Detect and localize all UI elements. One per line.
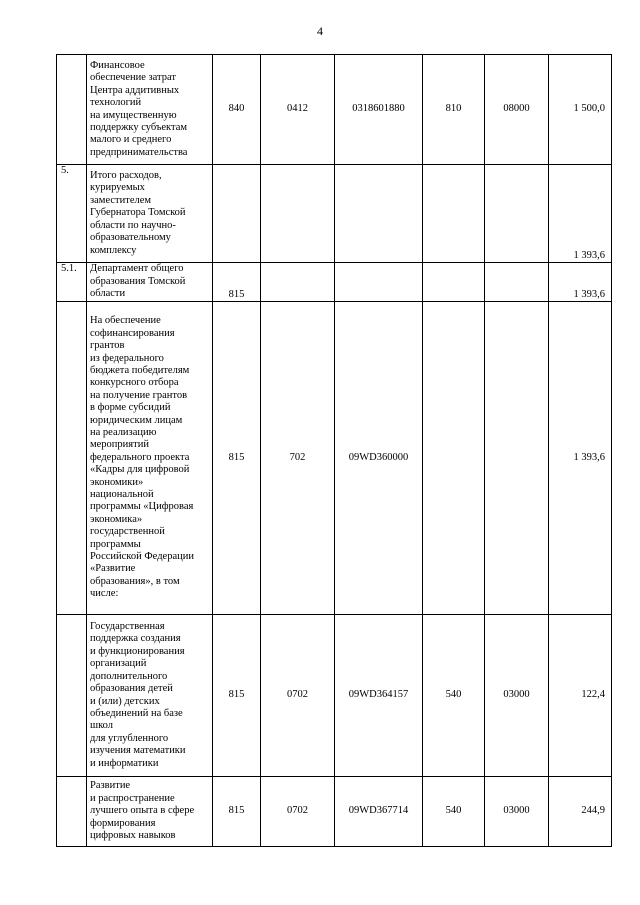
expense-type-cell (423, 165, 485, 263)
row-number-cell: 5. (57, 165, 87, 263)
row-name-cell: Финансовое обеспечение затрат Центра аддитивных технологий на имущественную поддержку субъектам малого и среднего предпринимательства (87, 55, 213, 165)
table-row (57, 165, 612, 263)
ministry-code-cell: 815 (213, 302, 261, 615)
table-row (57, 55, 612, 165)
ministry-code-cell: 840 (213, 55, 261, 165)
row-number-cell (57, 777, 87, 847)
row-number-cell (57, 615, 87, 777)
kosgu-cell (485, 302, 549, 615)
amount-cell: 244,9 (549, 777, 612, 847)
amount-cell: 1 393,6 (549, 263, 612, 302)
row-number-cell (57, 302, 87, 615)
section-code-cell (261, 263, 335, 302)
table-row (57, 263, 612, 302)
expense-type-cell (423, 302, 485, 615)
target-code-cell (335, 165, 423, 263)
expense-type-cell: 810 (423, 55, 485, 165)
budget-table (56, 54, 612, 847)
section-code-cell: 702 (261, 302, 335, 615)
kosgu-cell (485, 165, 549, 263)
row-name-cell: Итого расходов, курируемых заместителем Губернатора Томской области по научно- образовательному комплексу (87, 165, 213, 263)
row-name-cell: Развитие и распространение лучшего опыта в сфере формирования цифровых навыков (87, 777, 213, 847)
ministry-code-cell (213, 165, 261, 263)
section-code-cell: 0702 (261, 615, 335, 777)
ministry-code-cell: 815 (213, 263, 261, 302)
table-row (57, 615, 612, 777)
row-number-cell (57, 55, 87, 165)
row-name-cell: На обеспечение софинансирования грантов из федерального бюджета победителям конкурсного отбора на получение грантов в форме субсидий юридическим лицам на реализацию мероприятий федерального проекта «Кадры для цифровой экономики» национальной программы «Цифровая экономика» государственной программы Российской Федерации «Развитие образования», в том числе: (87, 302, 213, 615)
kosgu-cell: 08000 (485, 55, 549, 165)
target-code-cell (335, 263, 423, 302)
section-code-cell (261, 165, 335, 263)
row-name-cell: Государственная поддержка создания и функционирования организаций дополнительного образования детей и (или) детских объединений на базе школ для углубленного изучения математики и информатики (87, 615, 213, 777)
table-row (57, 302, 612, 615)
page-number: 4 (317, 24, 323, 38)
section-code-cell: 0412 (261, 55, 335, 165)
expense-type-cell (423, 263, 485, 302)
ministry-code-cell: 815 (213, 777, 261, 847)
expense-type-cell: 540 (423, 615, 485, 777)
target-code-cell: 09WD367714 (335, 777, 423, 847)
amount-cell: 1 500,0 (549, 55, 612, 165)
target-code-cell: 0318601880 (335, 55, 423, 165)
section-code-cell: 0702 (261, 777, 335, 847)
amount-cell: 1 393,6 (549, 302, 612, 615)
row-number-cell: 5.1. (57, 263, 87, 302)
kosgu-cell: 03000 (485, 615, 549, 777)
row-name-cell: Департамент общего образования Томской области (87, 263, 213, 302)
kosgu-cell (485, 263, 549, 302)
target-code-cell: 09WD360000 (335, 302, 423, 615)
amount-cell: 1 393,6 (549, 165, 612, 263)
target-code-cell: 09WD364157 (335, 615, 423, 777)
expense-type-cell: 540 (423, 777, 485, 847)
table-row (57, 777, 612, 847)
amount-cell: 122,4 (549, 615, 612, 777)
kosgu-cell: 03000 (485, 777, 549, 847)
ministry-code-cell: 815 (213, 615, 261, 777)
